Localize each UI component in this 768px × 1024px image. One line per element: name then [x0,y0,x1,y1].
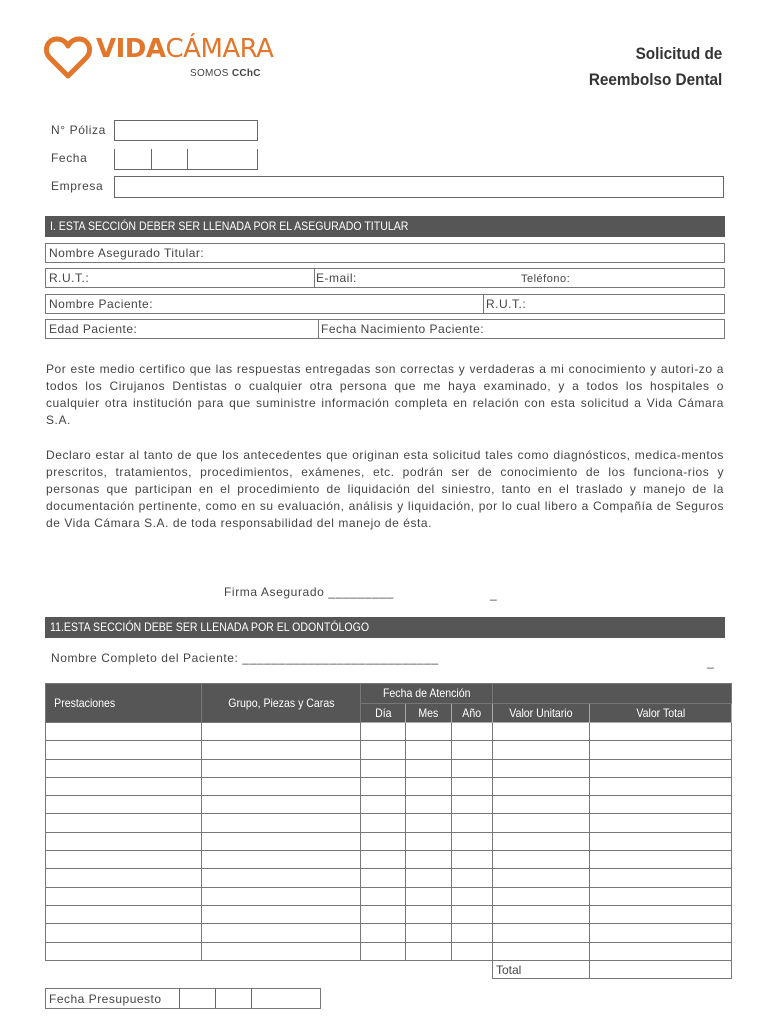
table-row [46,887,732,905]
edad-divider [318,320,319,338]
edad-paciente-label[interactable]: Edad Paciente: [49,322,138,336]
firma-asegurado[interactable]: Firma Asegurado _________ [224,585,394,599]
presupuesto-divider [179,989,180,1008]
table-cell[interactable] [406,869,452,887]
col-mes-text: Mes [418,705,439,720]
table-cell[interactable] [406,924,452,942]
table-cell[interactable] [590,741,732,759]
table-cell[interactable] [452,851,493,869]
col-fecha-header [361,684,493,704]
table-cell[interactable] [493,741,590,759]
col-fecha-text: Fecha de Atención [382,686,471,701]
heart-logo-icon [44,36,92,80]
tagline-prefix: SOMOS [190,68,232,79]
table-cell[interactable] [46,741,202,759]
table-cell[interactable] [202,924,361,942]
table-row [46,723,732,741]
table-cell[interactable] [590,796,732,814]
table-cell[interactable] [590,924,732,942]
table-row [46,741,732,759]
table-cell[interactable] [46,869,202,887]
fecha-field[interactable] [114,149,258,170]
presupuesto-divider [251,989,252,1008]
nombre-underline-tail: _ [707,655,715,669]
table-cell[interactable] [590,832,732,850]
fecha-presupuesto-field[interactable] [45,988,321,1009]
table-cell[interactable] [46,759,202,777]
table-cell[interactable] [46,832,202,850]
table-cell[interactable] [406,851,452,869]
table-cell[interactable] [406,905,452,923]
table-cell[interactable] [202,796,361,814]
table-cell[interactable] [493,796,590,814]
total-label: Total [493,960,590,978]
fecha-nacimiento-label[interactable]: Fecha Nacimiento Paciente: [321,322,485,336]
table-cell[interactable] [361,723,406,741]
col-dia-header [361,703,406,723]
title-line-1: Solicitud de [635,44,722,63]
table-cell[interactable] [493,814,590,832]
table-cell[interactable] [202,723,361,741]
table-cell[interactable] [493,905,590,923]
declaration-paragraph-1: Por este medio certifico que las respuestas entregadas son correctas y verdaderas a mi conocimiento y autori-zo a todos los Cirujanos Dentistas o cualquier otra persona que me haya examinado, y a todos los hospitales o cualquier otra institución para que suministre información completa en relación con esta solicitud a Vida Cámara S.A. [46,362,724,427]
rut-paciente-label[interactable]: R.U.T.: [486,297,527,311]
edad-row [45,319,725,339]
table-cell[interactable] [452,759,493,777]
table-cell[interactable] [202,869,361,887]
table-cell[interactable] [452,832,493,850]
table-cell[interactable] [46,796,202,814]
table-cell[interactable] [46,905,202,923]
table-row [46,851,732,869]
col-anio-header [452,703,493,723]
table-cell[interactable] [406,741,452,759]
document-title [589,41,722,93]
table-cell[interactable] [452,942,493,960]
table-cell[interactable] [406,832,452,850]
brand-logo-text [96,34,273,64]
table-row [46,924,732,942]
table-row [46,832,732,850]
table-cell[interactable] [590,905,732,923]
table-cell[interactable] [46,777,202,795]
firma-underline-tail: _ [490,587,498,601]
table-cell[interactable] [493,942,590,960]
table-cell[interactable] [493,759,590,777]
table-cell[interactable] [452,777,493,795]
table-cell[interactable] [493,723,590,741]
col-valor-total-text: Valor Total [636,705,685,720]
table-cell[interactable] [202,832,361,850]
table-cell[interactable] [46,814,202,832]
table-cell[interactable] [361,796,406,814]
table-cell[interactable] [46,723,202,741]
table-cell[interactable] [202,741,361,759]
poliza-field[interactable] [114,120,258,141]
paciente-row [45,294,725,314]
table-cell[interactable] [590,887,732,905]
table-cell[interactable] [46,942,202,960]
table-cell[interactable] [46,851,202,869]
table-cell[interactable] [406,887,452,905]
nombre-completo-paciente[interactable]: Nombre Completo del Paciente: ___________________________ [51,651,439,665]
col-dia-text: Día [374,705,392,720]
table-cell[interactable] [406,942,452,960]
table-cell[interactable] [202,759,361,777]
table-cell[interactable] [590,869,732,887]
logo-bold: VIDA [96,34,166,64]
table-cell[interactable] [361,851,406,869]
table-row [46,869,732,887]
table-body [46,723,732,961]
tagline-bold: CChC [231,68,261,79]
table-cell[interactable] [452,905,493,923]
total-spacer [46,960,493,978]
table-cell[interactable] [452,814,493,832]
table-cell[interactable] [590,942,732,960]
table-row [46,777,732,795]
title-line-2: Reembolso Dental [588,70,722,89]
table-cell[interactable] [361,924,406,942]
paciente-divider [483,295,484,313]
nombre-paciente-label[interactable]: Nombre Paciente: [49,297,154,311]
table-cell[interactable] [361,814,406,832]
table-cell[interactable] [452,887,493,905]
fecha-divider [187,149,188,169]
table-row [46,942,732,960]
table-cell[interactable] [361,942,406,960]
col-valor-total-header [590,703,732,723]
fecha-presupuesto-label: Fecha Presupuesto [49,992,162,1006]
poliza-label: N° Póliza [51,123,106,137]
telefono-label[interactable]: Teléfono: [521,273,571,285]
table-cell[interactable] [406,777,452,795]
brand-tagline [190,68,261,79]
empresa-field[interactable] [114,176,724,198]
table-cell[interactable] [452,869,493,887]
table-cell[interactable] [202,814,361,832]
table-cell[interactable] [202,851,361,869]
nombre-titular-field[interactable] [45,243,725,263]
table-cell[interactable] [452,796,493,814]
total-value-cell[interactable] [590,960,732,978]
table-cell[interactable] [406,814,452,832]
section2-header [45,617,725,638]
col-valor-unitario-text: Valor Unitario [509,705,573,720]
table-row [46,905,732,923]
prestaciones-table [45,683,732,979]
table-cell[interactable] [46,924,202,942]
table-cell[interactable] [493,924,590,942]
table-cell[interactable] [493,887,590,905]
email-label[interactable]: E-mail: [316,271,357,285]
table-row [46,814,732,832]
table-cell[interactable] [406,796,452,814]
table-cell[interactable] [202,887,361,905]
col-grupo-header [202,684,361,723]
table-cell[interactable] [46,887,202,905]
col-mes-header [406,703,452,723]
table-cell[interactable] [590,723,732,741]
table-cell[interactable] [493,777,590,795]
col-valores-header [493,684,732,704]
rut-divider [314,269,315,287]
col-valor-unitario-header [493,703,590,723]
table-cell[interactable] [493,832,590,850]
table-cell[interactable] [493,869,590,887]
table-cell[interactable] [202,905,361,923]
table-cell[interactable] [590,759,732,777]
table-cell[interactable] [361,905,406,923]
table-cell[interactable] [590,777,732,795]
rut-label[interactable]: R.U.T.: [49,271,90,285]
logo-light: CÁMARA [165,34,274,64]
col-prestaciones-text: Prestaciones [54,696,116,710]
section2-title: 11.ESTA SECCIÓN DEBE SER LLENADA POR EL ODONTÓLOGO [50,620,370,634]
table-cell[interactable] [590,814,732,832]
col-anio-text: Año [462,705,482,720]
presupuesto-divider [215,989,216,1008]
table-cell[interactable] [361,759,406,777]
table-row [46,759,732,777]
rut-email-row [45,268,725,288]
table-cell[interactable] [361,777,406,795]
table-cell[interactable] [493,851,590,869]
table-cell[interactable] [452,924,493,942]
table-cell[interactable] [202,777,361,795]
table-cell[interactable] [452,741,493,759]
table-cell[interactable] [361,741,406,759]
table-cell[interactable] [361,887,406,905]
table-cell[interactable] [361,832,406,850]
fecha-label: Fecha [51,151,88,165]
table-cell[interactable] [406,759,452,777]
table-row [46,796,732,814]
empresa-label: Empresa [51,179,104,193]
col-prestaciones-header [46,684,202,723]
section1-title: I. ESTA SECCIÓN DEBER SER LLENADA POR EL ASEGURADO TITULAR [50,219,409,233]
table-cell[interactable] [406,723,452,741]
table-cell[interactable] [202,942,361,960]
declaration-paragraph-2: Declaro estar al tanto de que los antecedentes que originan esta solicitud tales como diagnósticos, medica-mentos prescritos, tratamientos, procedimientos, exámenes, etc. podrán ser de conocimiento de los funciona-rios y personas que participan en el procedimiento de liquidación del siniestro, tanto en el traslado y manejo de la documentación pertinente, como en su evaluación, análisis y liquidación, por lo cual libero a Compañía de Seguros de Vida Cámara S.A. de toda responsabilidad del manejo de ésta. [46,448,724,530]
col-grupo-text: Grupo, Piezas y Caras [227,696,335,710]
table-cell[interactable] [590,851,732,869]
table-cell[interactable] [452,723,493,741]
section1-header [45,216,725,237]
nombre-titular-label: Nombre Asegurado Titular: [49,246,205,260]
table-cell[interactable] [361,869,406,887]
fecha-divider [151,149,152,169]
